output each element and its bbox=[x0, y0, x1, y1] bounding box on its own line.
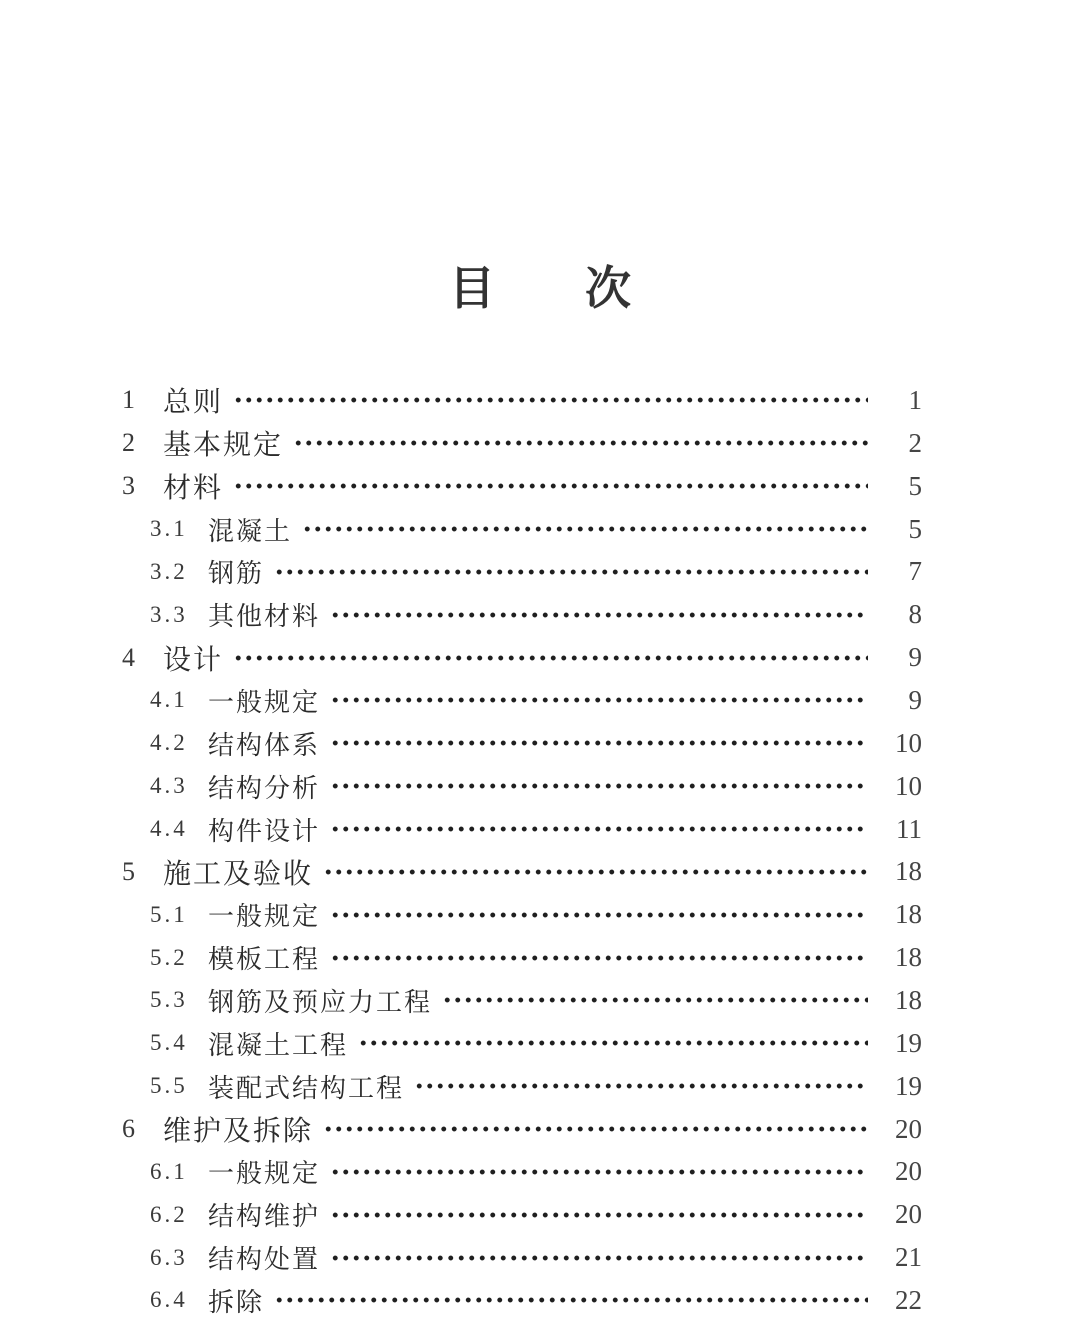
toc-row bbox=[122, 508, 922, 551]
dot-leader bbox=[330, 1150, 868, 1193]
toc-row bbox=[122, 765, 922, 808]
dot-leader bbox=[330, 765, 868, 808]
toc-entry-page-number: 20 bbox=[895, 1156, 922, 1187]
dot-leader bbox=[330, 893, 868, 936]
toc-entry-number: 3.2 bbox=[150, 558, 188, 584]
toc-entry-title: 维护及拆除 bbox=[163, 1116, 314, 1148]
toc-entry-page-number: 18 bbox=[895, 942, 922, 973]
toc-entry-page-number: 22 bbox=[895, 1284, 922, 1315]
toc-entry-number: 6 bbox=[122, 1114, 135, 1144]
toc-row bbox=[122, 893, 922, 936]
toc-entry-page-number: 5 bbox=[908, 470, 922, 501]
dot-leader bbox=[330, 722, 868, 765]
toc-entry-number: 6.3 bbox=[150, 1244, 188, 1270]
toc-row bbox=[122, 808, 922, 851]
toc-entry-title: 其他材料 bbox=[208, 602, 321, 632]
toc-entry-number: 4.4 bbox=[150, 816, 188, 842]
toc-entry-number: 5.4 bbox=[150, 1030, 188, 1056]
toc-entry-page-number: 10 bbox=[895, 727, 922, 758]
toc-row bbox=[122, 1279, 922, 1322]
toc-entry-page-number: 1 bbox=[908, 384, 922, 415]
toc-entry-page-number: 11 bbox=[896, 813, 922, 844]
dot-leader bbox=[358, 1022, 868, 1065]
toc-entry-page-number: 21 bbox=[895, 1242, 922, 1273]
toc-list bbox=[122, 379, 922, 1322]
toc-row bbox=[122, 465, 922, 508]
page-title-char-left: 目 bbox=[449, 263, 495, 314]
toc-entry-number: 1 bbox=[122, 385, 135, 415]
toc-entry-number: 5.5 bbox=[150, 1073, 188, 1099]
toc-entry-page-number: 19 bbox=[895, 1070, 922, 1101]
toc-entry-number: 4.2 bbox=[150, 730, 188, 756]
dot-leader bbox=[323, 850, 868, 893]
dot-leader bbox=[233, 465, 868, 508]
dot-leader bbox=[274, 1279, 868, 1322]
toc-row bbox=[122, 593, 922, 636]
toc-row bbox=[122, 422, 922, 465]
toc-row bbox=[122, 1193, 922, 1236]
dot-leader bbox=[330, 1236, 868, 1279]
toc-entry-number: 3.1 bbox=[150, 516, 188, 541]
toc-entry-page-number: 18 bbox=[895, 856, 922, 887]
toc-row bbox=[122, 722, 922, 765]
toc-entry-number: 4.3 bbox=[150, 773, 188, 799]
dot-leader bbox=[233, 636, 868, 679]
dot-leader bbox=[330, 593, 868, 636]
toc-entry-title: 混凝土工程 bbox=[208, 1030, 349, 1060]
toc-entry-title: 模板工程 bbox=[208, 945, 321, 975]
toc-entry-page-number: 10 bbox=[895, 770, 922, 801]
toc-row bbox=[122, 679, 922, 722]
toc-entry-title: 结构处置 bbox=[208, 1245, 321, 1275]
toc-entry-page-number: 7 bbox=[908, 556, 922, 587]
dot-leader bbox=[330, 1193, 868, 1236]
dot-leader bbox=[274, 550, 868, 593]
toc-entry-title: 材料 bbox=[163, 473, 224, 505]
toc-entry-title: 基本规定 bbox=[163, 430, 284, 462]
toc-entry-page-number: 5 bbox=[908, 513, 922, 544]
toc-entry-number: 5 bbox=[122, 856, 135, 886]
dot-leader bbox=[302, 508, 868, 551]
dot-leader bbox=[330, 808, 868, 851]
toc-entry-title: 钢筋 bbox=[208, 559, 265, 589]
page-title bbox=[0, 262, 1080, 316]
toc-entry-page-number: 20 bbox=[895, 1199, 922, 1230]
toc-row bbox=[122, 1236, 922, 1279]
toc-entry-page-number: 9 bbox=[908, 684, 922, 715]
toc-entry-number: 5.3 bbox=[150, 987, 188, 1013]
toc-entry-number: 5.1 bbox=[150, 901, 188, 927]
toc-row bbox=[122, 379, 922, 422]
dot-leader bbox=[323, 1108, 868, 1151]
toc-entry-title: 总则 bbox=[163, 387, 224, 419]
toc-entry-number: 6.2 bbox=[150, 1201, 188, 1227]
dot-leader bbox=[233, 379, 868, 422]
toc-row bbox=[122, 850, 922, 893]
toc-entry-number: 2 bbox=[122, 428, 135, 458]
dot-leader bbox=[330, 679, 868, 722]
toc-entry-title: 混凝土 bbox=[208, 516, 293, 546]
toc-row bbox=[122, 1022, 922, 1065]
dot-leader bbox=[442, 979, 868, 1022]
toc-row bbox=[122, 936, 922, 979]
toc-row bbox=[122, 1108, 922, 1151]
toc-entry-page-number: 20 bbox=[895, 1113, 922, 1144]
toc-entry-title: 拆除 bbox=[208, 1287, 265, 1317]
toc-entry-page-number: 8 bbox=[908, 599, 922, 630]
toc-entry-number: 3 bbox=[122, 471, 135, 501]
toc-entry-number: 3.3 bbox=[150, 601, 188, 627]
toc-entry-number: 5.2 bbox=[150, 944, 188, 970]
toc-entry-page-number: 18 bbox=[895, 984, 922, 1015]
dot-leader bbox=[330, 936, 868, 979]
toc-entry-page-number: 18 bbox=[895, 899, 922, 930]
toc-row bbox=[122, 550, 922, 593]
toc-entry-title: 一般规定 bbox=[208, 687, 321, 717]
toc-row bbox=[122, 1150, 922, 1193]
toc-entry-title: 构件设计 bbox=[208, 816, 321, 846]
toc-row bbox=[122, 979, 922, 1022]
toc-entry-title: 设计 bbox=[163, 644, 224, 676]
toc-entry-title: 一般规定 bbox=[208, 902, 321, 932]
dot-leader bbox=[293, 422, 868, 465]
toc-entry-title: 结构维护 bbox=[208, 1202, 321, 1232]
dot-leader bbox=[414, 1065, 868, 1108]
toc-entry-title: 装配式结构工程 bbox=[208, 1073, 405, 1103]
toc-entry-number: 6.1 bbox=[150, 1158, 188, 1184]
toc-entry-page-number: 19 bbox=[895, 1027, 922, 1058]
toc-entry-title: 施工及验收 bbox=[163, 858, 314, 890]
toc-entry-title: 一般规定 bbox=[208, 1159, 321, 1189]
toc-entry-number: 4.1 bbox=[150, 687, 188, 713]
page-title-char-right: 次 bbox=[585, 263, 631, 314]
toc-entry-title: 结构分析 bbox=[208, 773, 321, 803]
toc-entry-number: 4 bbox=[122, 642, 135, 672]
toc-entry-title: 钢筋及预应力工程 bbox=[208, 987, 433, 1017]
toc-row bbox=[122, 636, 922, 679]
toc-entry-page-number: 2 bbox=[908, 427, 922, 458]
toc-entry-page-number: 9 bbox=[908, 642, 922, 673]
toc-entry-number: 6.4 bbox=[150, 1287, 188, 1313]
toc-entry-title: 结构体系 bbox=[208, 730, 321, 760]
toc-row bbox=[122, 1065, 922, 1108]
